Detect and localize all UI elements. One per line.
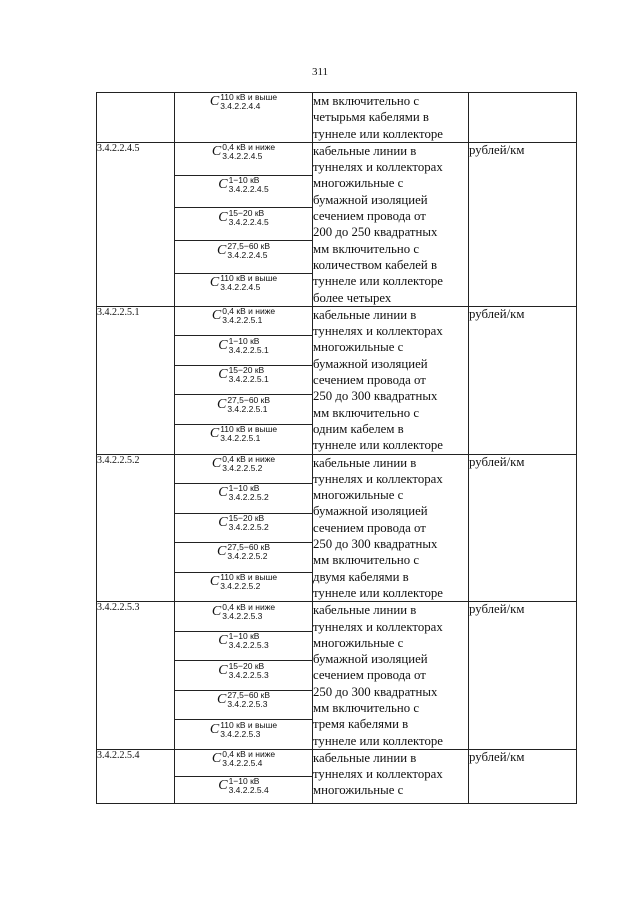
rate-symbol-letter: C (218, 778, 228, 794)
rate-symbol-letter: C (209, 721, 220, 737)
rate-symbol-letter: C (216, 544, 227, 560)
description-line: одним кабелем в (313, 421, 404, 436)
description-line: мм включительно с (313, 94, 420, 108)
rate-symbol (217, 543, 270, 561)
rate-symbol-letter: C (211, 144, 222, 160)
rate-symbol-cell (175, 513, 313, 543)
rate-symbol (218, 209, 269, 227)
description-line: тремя кабелями в (313, 717, 409, 732)
unit-of-measure (469, 93, 577, 143)
item-description (313, 602, 469, 750)
rate-symbol-letter: C (211, 455, 222, 471)
tariff-table (96, 92, 577, 804)
rate-symbol (212, 143, 275, 161)
description-line: кабельные линии в (313, 143, 417, 158)
item-description (313, 454, 469, 602)
rate-symbol-letter: C (218, 485, 228, 501)
unit-of-measure: рублей/км (469, 602, 577, 750)
rate-symbol (210, 573, 277, 591)
rate-symbol-letter: C (209, 275, 220, 291)
description-line: многожильные с (313, 488, 404, 503)
description-line: туннеле или коллекторе (313, 585, 443, 600)
description-line: туннелях и коллекторах (313, 160, 443, 175)
rate-index: 3.4.2.2.4.5 (222, 151, 263, 162)
rate-index: 3.4.2.2.5.1 (228, 344, 269, 355)
description-line: бумажной изоляцией (313, 192, 428, 207)
rate-symbol (212, 455, 275, 473)
description-line: более четырех (313, 290, 392, 305)
description-line: многожильные с (313, 340, 404, 355)
rate-symbol-cell (175, 93, 313, 143)
rate-symbol-cell (175, 631, 313, 661)
voltage-class: 15−20 кВ (228, 207, 265, 218)
voltage-class: 15−20 кВ (228, 365, 265, 376)
voltage-class: 1−10 кВ (228, 175, 260, 185)
voltage-class: 1−10 кВ (228, 776, 260, 787)
rate-index: 3.4.2.2.5.2 (222, 462, 263, 473)
rate-symbol-letter: C (209, 426, 220, 442)
rate-symbol-letter: C (216, 242, 227, 258)
item-code: 3.4.2.2.5.3 (97, 602, 175, 750)
rate-index: 3.4.2.2.5.1 (222, 315, 263, 326)
voltage-class: 110 кВ и выше (220, 571, 278, 582)
description-line: туннелях и коллекторах (313, 324, 443, 339)
rate-symbol-cell (175, 241, 313, 274)
rate-symbol-letter: C (216, 692, 227, 708)
rate-index: 3.4.2.2.5.2 (228, 492, 269, 503)
voltage-class: 0,4 кВ и ниже (222, 306, 276, 317)
rate-symbol (210, 274, 277, 292)
rate-index: 3.4.2.2.5.3 (222, 610, 263, 621)
description-line: мм включительно с (313, 405, 420, 420)
rate-symbol-cell (175, 720, 313, 750)
table-row (97, 749, 577, 776)
rate-symbol-cell (175, 424, 313, 454)
description-line: кабельные линии в (313, 307, 417, 322)
description-line: бумажной изоляцией (313, 356, 428, 371)
rate-index: 3.4.2.2.5.3 (220, 728, 261, 739)
voltage-class: 0,4 кВ и ниже (222, 142, 276, 153)
unit-of-measure: рублей/км (469, 306, 577, 454)
voltage-class: 27,5−60 кВ (227, 240, 271, 251)
rate-index: 3.4.2.2.5.4 (228, 785, 269, 796)
rate-symbol-letter: C (218, 633, 228, 649)
rate-symbol-cell (175, 365, 313, 395)
rate-symbol-letter: C (218, 177, 228, 192)
description-line: четырьмя кабелями в (313, 110, 429, 125)
unit-of-measure: рублей/км (469, 749, 577, 803)
rate-symbol-letter: C (209, 94, 220, 110)
item-description (313, 93, 469, 143)
description-line: сечением провода от (313, 209, 426, 224)
description-line: многожильные с (313, 635, 404, 650)
description-line: 250 до 300 квадратных (313, 684, 438, 699)
voltage-class: 110 кВ и выше (220, 719, 278, 730)
voltage-class: 0,4 кВ и ниже (222, 749, 276, 760)
rate-symbol-cell (175, 776, 313, 803)
item-code: 3.4.2.2.4.5 (97, 142, 175, 306)
rate-index: 3.4.2.2.4.5 (220, 282, 261, 293)
item-description (313, 142, 469, 306)
page-number: 311 (311, 66, 329, 78)
item-description (313, 749, 469, 803)
rate-symbol-letter: C (218, 367, 228, 383)
description-line: кабельные линии в (313, 750, 417, 765)
rate-symbol (218, 662, 269, 680)
description-line: многожильные с (313, 176, 404, 191)
description-line: мм включительно с (313, 553, 420, 568)
rate-symbol-cell (175, 543, 313, 573)
rate-symbol-cell (175, 395, 313, 425)
rate-symbol-cell (175, 690, 313, 720)
rate-symbol (218, 337, 269, 355)
item-code: 3.4.2.2.5.4 (97, 749, 175, 803)
rate-index: 3.4.2.2.4.5 (227, 249, 268, 260)
rate-symbol (217, 396, 270, 414)
rate-symbol-cell (175, 572, 313, 602)
rate-index: 3.4.2.2.4.4 (220, 101, 261, 112)
rate-index: 3.4.2.2.5.2 (227, 551, 268, 562)
rate-symbol (210, 425, 277, 443)
voltage-class: 110 кВ и выше (220, 92, 278, 103)
rate-symbol (218, 632, 269, 650)
rate-index: 3.4.2.2.5.1 (228, 374, 269, 385)
rate-symbol-cell (175, 208, 313, 241)
rate-symbol-cell (175, 306, 313, 336)
description-line: туннеле или коллекторе (313, 274, 443, 289)
rate-symbol-cell (175, 484, 313, 514)
voltage-class: 27,5−60 кВ (227, 542, 271, 553)
item-code: 3.4.2.2.5.1 (97, 306, 175, 454)
rate-symbol-cell (175, 142, 313, 175)
description-line: туннеле или коллекторе (313, 126, 443, 141)
rate-symbol (218, 777, 269, 795)
description-line: мм включительно с (313, 700, 420, 715)
table-row (97, 306, 577, 336)
voltage-class: 110 кВ и выше (220, 424, 278, 435)
rate-symbol-letter: C (211, 751, 222, 767)
voltage-class: 1−10 кВ (228, 483, 260, 494)
rate-symbol-letter: C (211, 603, 222, 619)
rate-symbol-letter: C (211, 308, 222, 324)
rate-symbol (212, 307, 275, 325)
description-line: туннеле или коллекторе (313, 438, 443, 453)
table-row (97, 93, 577, 143)
rate-symbol-cell (175, 749, 313, 776)
rate-index: 3.4.2.2.4.5 (228, 184, 269, 194)
tariff-table-body (97, 93, 577, 804)
item-code (97, 93, 175, 143)
rate-index: 3.4.2.2.5.2 (228, 521, 269, 532)
description-line: бумажной изоляцией (313, 652, 428, 667)
rate-symbol-cell (175, 602, 313, 632)
voltage-class: 110 кВ и выше (220, 273, 278, 284)
description-line: количеством кабелей в (313, 257, 438, 272)
description-line: сечением провода от (313, 668, 426, 683)
rate-symbol-cell (175, 661, 313, 691)
description-line: мм включительно с (313, 241, 420, 256)
rate-index: 3.4.2.2.5.2 (220, 580, 261, 591)
description-line: туннелях и коллекторах (313, 619, 443, 634)
voltage-class: 0,4 кВ и ниже (222, 601, 276, 612)
unit-of-measure: рублей/км (469, 142, 577, 306)
description-line: туннелях и коллекторах (313, 767, 443, 782)
item-description (313, 306, 469, 454)
rate-symbol-letter: C (216, 396, 227, 412)
rate-index: 3.4.2.2.4.5 (228, 216, 269, 227)
rate-symbol-letter: C (218, 514, 228, 530)
description-line: туннелях и коллекторах (313, 471, 443, 486)
rate-symbol-cell (175, 454, 313, 484)
description-line: 250 до 300 квадратных (313, 389, 438, 404)
voltage-class: 27,5−60 кВ (227, 394, 271, 405)
description-line: туннеле или коллекторе (313, 733, 443, 748)
rate-symbol (218, 176, 269, 194)
rate-symbol-cell (175, 175, 313, 208)
rate-symbol-letter: C (218, 662, 228, 678)
rate-symbol (218, 514, 269, 532)
description-line: двумя кабелями в (313, 569, 409, 584)
rate-symbol-cell (175, 274, 313, 307)
voltage-class: 1−10 кВ (228, 631, 260, 642)
rate-symbol (212, 750, 275, 768)
description-line: бумажной изоляцией (313, 504, 428, 519)
rate-symbol-cell (175, 336, 313, 366)
rate-index: 3.4.2.2.5.1 (227, 403, 268, 414)
rate-symbol (218, 484, 269, 502)
description-line: 200 до 250 квадратных (313, 225, 438, 240)
table-row (97, 454, 577, 484)
rate-index: 3.4.2.2.5.3 (228, 669, 269, 680)
voltage-class: 0,4 кВ и ниже (222, 453, 276, 464)
rate-symbol (210, 721, 277, 739)
description-line: кабельные линии в (313, 603, 417, 618)
rate-index: 3.4.2.2.5.1 (220, 433, 261, 444)
rate-symbol (210, 93, 277, 111)
voltage-class: 27,5−60 кВ (227, 690, 271, 701)
rate-symbol-letter: C (218, 337, 228, 353)
voltage-class: 15−20 кВ (228, 512, 265, 523)
description-line: многожильные с (313, 783, 404, 798)
unit-of-measure: рублей/км (469, 454, 577, 602)
rate-symbol (217, 242, 270, 260)
rate-symbol (212, 603, 275, 621)
voltage-class: 15−20 кВ (228, 660, 265, 671)
rate-symbol-letter: C (209, 573, 220, 589)
table-row (97, 142, 577, 175)
description-line: сечением провода от (313, 373, 426, 388)
rate-symbol (217, 691, 270, 709)
table-row (97, 602, 577, 632)
rate-index: 3.4.2.2.5.4 (222, 758, 263, 769)
item-code: 3.4.2.2.5.2 (97, 454, 175, 602)
description-line: 250 до 300 квадратных (313, 537, 438, 552)
description-line: сечением провода от (313, 520, 426, 535)
rate-symbol-letter: C (218, 209, 228, 225)
rate-index: 3.4.2.2.5.3 (227, 699, 268, 710)
rate-symbol (218, 366, 269, 384)
voltage-class: 1−10 кВ (228, 335, 260, 346)
rate-index: 3.4.2.2.5.3 (228, 640, 269, 651)
description-line: кабельные линии в (313, 455, 417, 470)
